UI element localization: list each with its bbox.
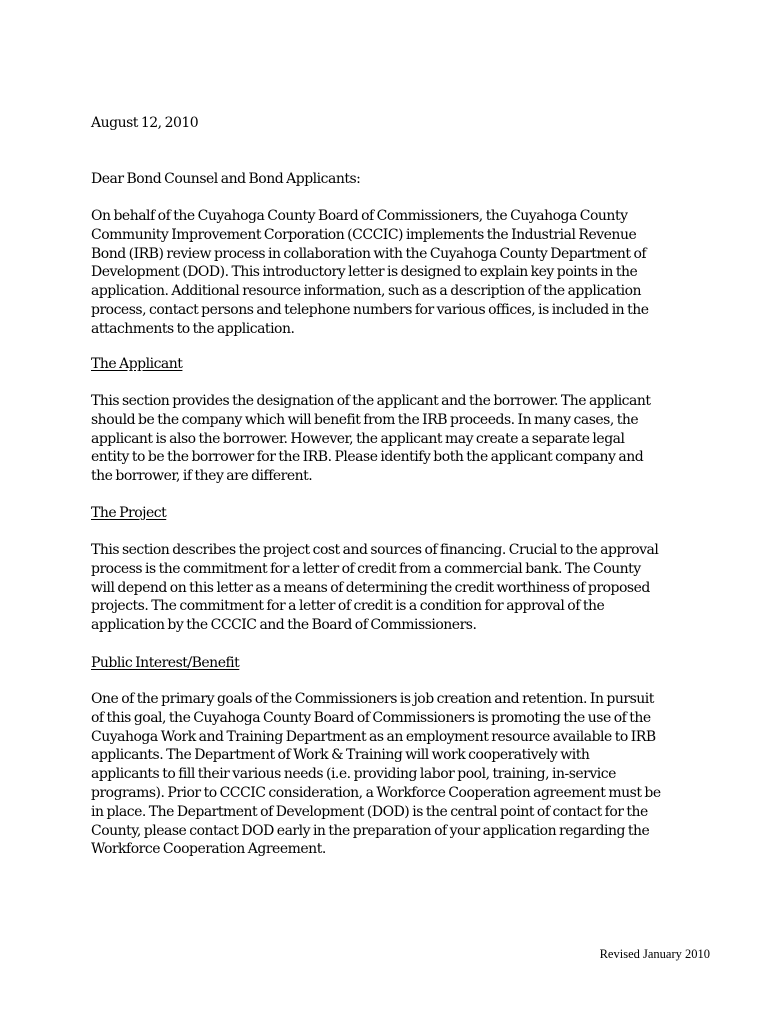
- section-body-public-interest: [91, 690, 719, 859]
- section-body-applicant: [91, 392, 719, 486]
- letter-date: [91, 114, 719, 133]
- paragraph-line: applicants to fill their various needs (i.e. providing labor pool, training, in-service: [91, 766, 616, 783]
- paragraph-line: process, contact persons and telephone numbers for various offices, is included in the: [91, 301, 649, 318]
- intro-paragraph: [91, 207, 719, 339]
- paragraph-line: One of the primary goals of the Commissioners is job creation and retention. In pursuit: [91, 691, 654, 707]
- revision-footer: Revised January 2010: [599, 947, 710, 961]
- paragraph-line: will depend on this letter as a means of determining the credit worthiness of proposed: [91, 579, 650, 596]
- paragraph-line: This section provides the designation of the applicant and the borrower. The applicant: [91, 393, 651, 409]
- section-heading-public-interest: [91, 654, 719, 673]
- paragraph-line: Bond (IRB) review process in collaboration with the Cuyahoga County Department of: [91, 245, 647, 262]
- section-heading-applicant: [91, 355, 719, 374]
- paragraph-line: Community Improvement Corporation (CCCIC) implements the Industrial Revenue: [91, 226, 637, 243]
- salutation-text: Dear Bond Counsel and Bond Applicants:: [91, 171, 361, 187]
- paragraph-line: Workforce Cooperation Agreement.: [91, 841, 326, 858]
- paragraph-line: of this goal, the Cuyahoga County Board of Commissioners is promoting the use of the: [91, 709, 651, 726]
- paragraph-line: attachments to the application.: [91, 320, 295, 337]
- paragraph-line: application. Additional resource information, such as a description of the application: [91, 283, 642, 300]
- heading-text: Public Interest/Benefit: [91, 655, 240, 671]
- paragraph-line: This section describes the project cost and sources of financing. Crucial to the approval: [91, 542, 659, 558]
- paragraph-line: should be the company which will benefit from the IRB proceeds. In many cases, the: [91, 411, 639, 428]
- letter-salutation: [91, 170, 719, 189]
- paragraph-line: the borrower, if they are different.: [91, 468, 313, 485]
- heading-text: The Project: [91, 505, 167, 521]
- paragraph-line: programs). Prior to CCCIC consideration, a Workforce Cooperation agreement must be: [91, 784, 661, 801]
- paragraph-line: process is the commitment for a letter of credit from a commercial bank. The County: [91, 560, 641, 577]
- paragraph-line: Development (DOD). This introductory letter is designed to explain key points in the: [91, 264, 638, 281]
- paragraph-line: application by the CCCIC and the Board of Commissioners.: [91, 617, 477, 634]
- paragraph-line: applicant is also the borrower. However, the applicant may create a separate legal: [91, 430, 625, 447]
- section-body-project: [91, 541, 719, 635]
- paragraph-line: in place. The Department of Development (DOD) is the central point of contact for the: [91, 803, 648, 820]
- paragraph-line: projects. The commitment for a letter of credit is a condition for approval of the: [91, 598, 605, 615]
- section-heading-project: [91, 504, 719, 523]
- paragraph-line: On behalf of the Cuyahoga County Board of Commissioners, the Cuyahoga County: [91, 208, 628, 224]
- paragraph-line: applicants. The Department of Work & Training will work cooperatively with: [91, 747, 590, 764]
- paragraph-line: entity to be the borrower for the IRB. Please identify both the applicant company and: [91, 449, 644, 466]
- heading-text: The Applicant: [91, 356, 183, 372]
- paragraph-line: Cuyahoga Work and Training Department as an employment resource available to IRB: [91, 728, 656, 745]
- date-text: August 12, 2010: [91, 115, 199, 131]
- paragraph-line: County, please contact DOD early in the preparation of your application regarding the: [91, 822, 650, 839]
